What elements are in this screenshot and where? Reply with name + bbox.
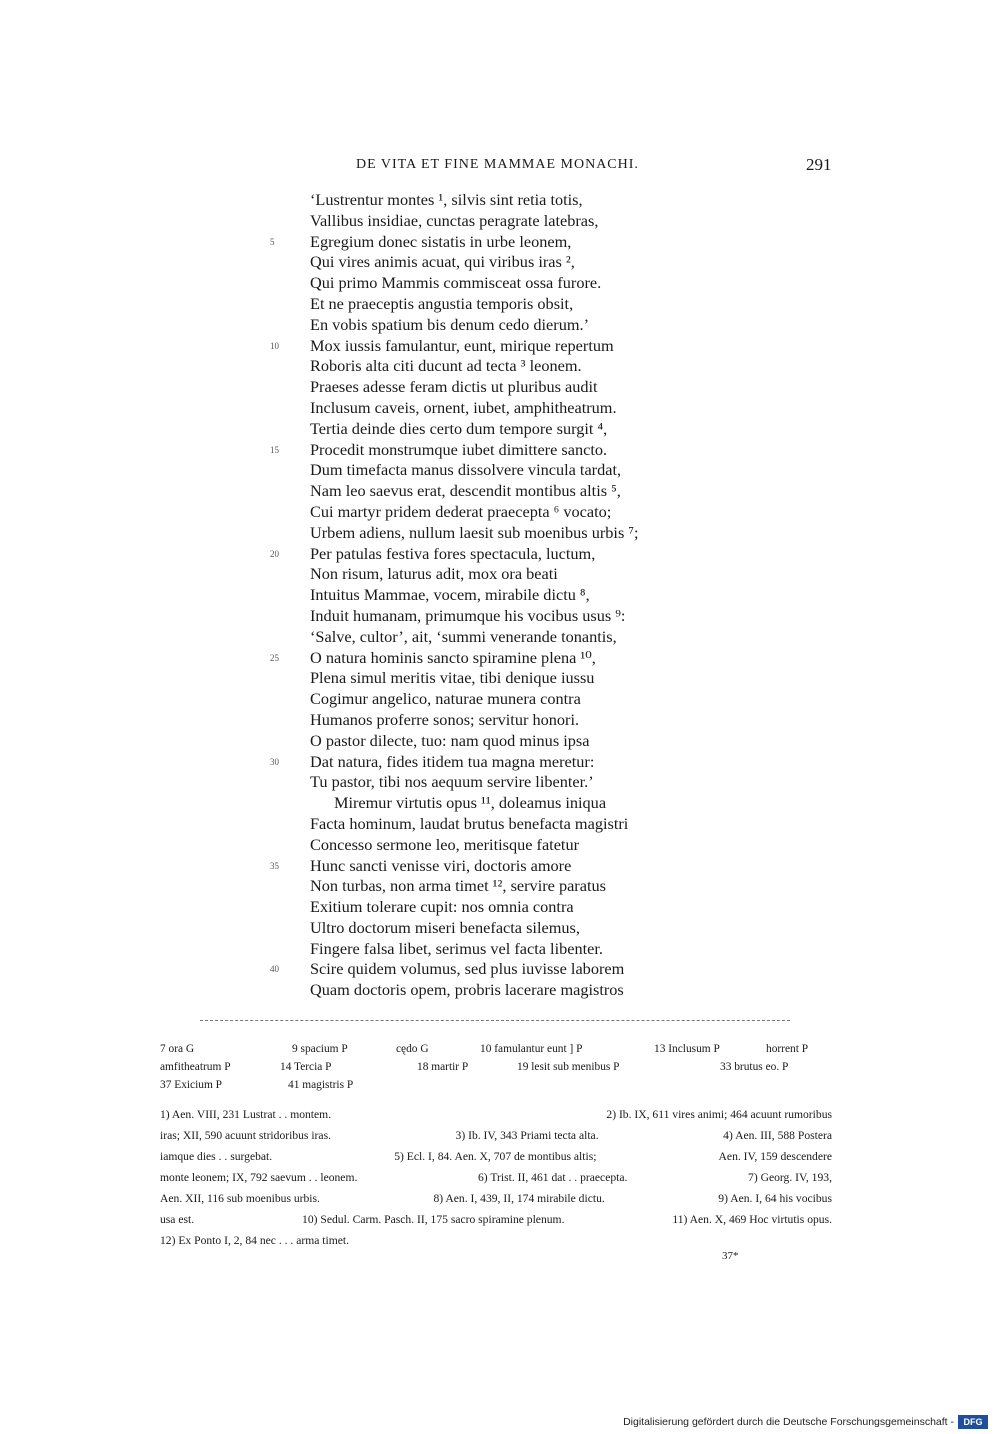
verse-text: Induit humanam, primumque his vocibus usus ⁹: [310, 605, 626, 625]
verse-number: 35 [270, 860, 279, 871]
footnote-line [160, 1230, 832, 1251]
verse-line [270, 336, 730, 357]
verse-line [270, 523, 730, 544]
footnote-segment: 7) Georg. IV, 193, [748, 1171, 832, 1184]
footnotes [160, 1104, 832, 1251]
apparatus-entry: 41 magistris P [288, 1079, 354, 1091]
apparatus-entry: 18 martir P [417, 1061, 469, 1073]
apparatus-entry: 37 Exicium P [160, 1079, 223, 1091]
verse-text: Facta hominum, laudat brutus benefacta magistri [310, 813, 629, 833]
footnote-segment: Aen. IV, 159 descendere [718, 1150, 832, 1163]
footnote-line [160, 1146, 832, 1167]
footer-text: Digitalisierung gefördert durch die Deutsche Forschungsgemeinschaft - [623, 1416, 954, 1428]
footnote-segment: 3) Ib. IV, 343 Priami tecta alta. [455, 1129, 599, 1142]
apparatus-rule [200, 1020, 790, 1021]
verse-line [270, 252, 730, 273]
apparatus-entry: horrent P [766, 1043, 809, 1055]
verse-text: Nam leo saevus erat, descendit montibus altis ⁵, [310, 481, 621, 501]
verse-text: Inclusum caveis, ornent, iubet, amphitheatrum. [310, 397, 617, 417]
verse-line [270, 959, 730, 980]
sheet-number: 37* [722, 1250, 739, 1262]
page-number: 291 [806, 155, 832, 174]
footnote-segment: 4) Aen. III, 588 Postera [723, 1129, 832, 1142]
verse-line [270, 398, 730, 419]
verse-text: Qui primo Mammis commisceat ossa furore. [310, 273, 602, 293]
verse-number: 5 [270, 236, 275, 247]
verse-line [270, 814, 730, 835]
verse-text: Plena simul meritis vitae, tibi denique iussu [310, 668, 595, 688]
apparatus-entry: amfitheatrum P [160, 1061, 231, 1073]
apparatus-entry: 19 lesit sub menibus P [517, 1061, 620, 1073]
footnote-segment: 6) Trist. II, 461 dat . . praecepta. [478, 1171, 628, 1184]
verse-text: Scire quidem volumus, sed plus iuvisse laborem [310, 959, 625, 979]
verse-text: Miremur virtutis opus ¹¹, doleamus iniqua [334, 793, 607, 813]
verse-text: Praeses adesse feram dictis ut pluribus audit [310, 377, 598, 397]
verse-text: Cui martyr pridem dederat praecepta ⁶ vocato; [310, 501, 612, 521]
verse-text: Non risum, laturus adit, mox ora beati [310, 564, 558, 584]
verse-text: Dat natura, fides itidem tua magna meretur: [310, 751, 595, 771]
apparatus-entry: cędo G [396, 1043, 429, 1055]
verse-line [270, 481, 730, 502]
verse-text: Concesso sermone leo, meritisque fatetur [310, 834, 580, 854]
footnote-segment: 9) Aen. I, 64 his vocibus [718, 1192, 832, 1205]
verse-text: Per patulas festiva fores spectacula, luctum, [310, 543, 596, 563]
verse-line [270, 585, 730, 606]
verse-text: O natura hominis sancto spiramine plena ¹⁰, [310, 647, 596, 667]
footnote-segment: usa est. [160, 1213, 195, 1226]
verse-text: Humanos proferre sonos; servitur honori. [310, 709, 580, 729]
footnote-segment: 12) Ex Ponto I, 2, 84 nec . . . arma timet. [160, 1234, 350, 1247]
verse-line [270, 294, 730, 315]
verse-line [270, 772, 730, 793]
verse-text: Tu pastor, tibi nos aequum servire libenter.’ [310, 772, 594, 792]
verse-number: 25 [270, 652, 279, 663]
apparatus-row [160, 1040, 832, 1058]
verse-text: Dum timefacta manus dissolvere vincula tardat, [310, 460, 622, 480]
verse-line [270, 606, 730, 627]
verse-text: Qui vires animis acuat, qui viribus iras ², [310, 252, 575, 272]
verse-line [270, 835, 730, 856]
verse-line [270, 377, 730, 398]
footnote-segment: 1) Aen. VIII, 231 Lustrat . . montem. [160, 1108, 332, 1121]
footnote-segment: 5) Ecl. I, 84. Aen. X, 707 de montibus altis; [394, 1150, 597, 1163]
footnote-line [160, 1209, 832, 1230]
verse-text: Roboris alta citi ducunt ad tecta ³ leonem. [310, 356, 582, 376]
verse-line [270, 710, 730, 731]
verse-line [270, 315, 730, 336]
verse-line [270, 897, 730, 918]
apparatus-entry: 10 famulantur eunt ] P [480, 1043, 583, 1055]
dfg-footer [623, 1414, 988, 1430]
footnote-segment: Aen. XII, 116 sub moenibus urbis. [160, 1192, 320, 1205]
verse-line [270, 627, 730, 648]
verse-line [270, 190, 730, 211]
footnote-segment: 2) Ib. IX, 611 vires animi; 464 acuunt rumoribus [606, 1108, 832, 1121]
apparatus-entry: 7 ora G [160, 1043, 195, 1055]
verse-text: Mox iussis famulantur, eunt, mirique repertum [310, 335, 614, 355]
verse-line [270, 648, 730, 669]
verse-text: Urbem adiens, nullum laesit sub moenibus urbis ⁷; [310, 522, 639, 542]
verse-line [270, 876, 730, 897]
verse-number: 40 [270, 964, 279, 975]
verse-line [270, 939, 730, 960]
verse-text: ‘Lustrentur montes ¹, silvis sint retia totis, [310, 190, 583, 209]
apparatus-entry: 33 brutus eo. P [720, 1061, 789, 1073]
verse-text: En vobis spatium bis denum cedo dierum.’ [310, 314, 589, 334]
footnote-segment: iras; XII, 590 acuunt stridoribus iras. [160, 1129, 331, 1142]
page-title: DE VITA ET FINE MAMMAE MONACHI. [356, 157, 639, 172]
verse-line [270, 689, 730, 710]
verse-line [270, 211, 730, 232]
footnote-segment: 11) Aen. X, 469 Hoc virtutis opus. [672, 1213, 832, 1226]
verse-text: Et ne praeceptis angustia temporis obsit, [310, 293, 574, 313]
verse-text: Cogimur angelico, naturae munera contra [310, 689, 581, 709]
verse-line [270, 856, 730, 877]
verse-line [270, 731, 730, 752]
verse-line [270, 273, 730, 294]
verse-line [270, 419, 730, 440]
verse-text: Quam doctoris opem, probris lacerare magistros [310, 980, 624, 1000]
apparatus-row [160, 1058, 832, 1076]
verse-text: Fingere falsa libet, serimus vel facta libenter. [310, 938, 603, 958]
verse-line [270, 502, 730, 523]
verse-number: 10 [270, 340, 279, 351]
verse-text: Tertia deinde dies certo dum tempore surgit ⁴, [310, 418, 608, 438]
footnote-segment: 8) Aen. I, 439, II, 174 mirabile dictu. [433, 1192, 605, 1205]
verse-line [270, 232, 730, 253]
verse-line [270, 793, 730, 814]
verse-line [270, 460, 730, 481]
footnote-line [160, 1125, 832, 1146]
running-head [0, 154, 1000, 182]
verse-line [270, 918, 730, 939]
dfg-logo-icon: DFG [958, 1415, 988, 1429]
footnote-line [160, 1167, 832, 1188]
verse-text: Exitium tolerare cupit: nos omnia contra [310, 897, 574, 917]
verse-line [270, 980, 730, 1001]
verse-text: Egregium donec sistatis in urbe leonem, [310, 231, 572, 251]
verse-text: ‘Salve, cultor’, ait, ‘summi venerande tonantis, [310, 626, 617, 646]
footnote-segment: 10) Sedul. Carm. Pasch. II, 175 sacro spiramine plenum. [302, 1213, 565, 1226]
poem-text [270, 190, 730, 1001]
verse-line [270, 356, 730, 377]
apparatus-entry: 9 spacium P [292, 1043, 348, 1055]
verse-line [270, 752, 730, 773]
verse-text: Procedit monstrumque iubet dimittere sancto. [310, 439, 608, 459]
verse-text: Intuitus Mammae, vocem, mirabile dictu ⁸, [310, 585, 590, 605]
verse-text: Non turbas, non arma timet ¹², servire paratus [310, 876, 606, 896]
verse-text: Vallibus insidiae, cunctas peragrate latebras, [310, 210, 599, 230]
footnote-line [160, 1104, 832, 1125]
footnote-segment: iamque dies . . surgebat. [160, 1150, 273, 1163]
verse-number: 20 [270, 548, 279, 559]
apparatus-row [160, 1076, 832, 1094]
verse-number: 15 [270, 444, 279, 455]
footnote-segment: monte leonem; IX, 792 saevum . . leonem. [160, 1171, 358, 1184]
critical-apparatus [160, 1040, 832, 1094]
verse-line [270, 440, 730, 461]
verse-text: Ultro doctorum miseri benefacta silemus, [310, 917, 580, 937]
verse-text: Hunc sancti venisse viri, doctoris amore [310, 855, 572, 875]
apparatus-entry: 13 Inclusum P [654, 1043, 720, 1055]
verse-line [270, 564, 730, 585]
verse-line [270, 544, 730, 565]
verse-number: 30 [270, 756, 279, 767]
footnote-line [160, 1188, 832, 1209]
verse-line [270, 668, 730, 689]
verse-text: O pastor dilecte, tuo: nam quod minus ipsa [310, 730, 590, 750]
apparatus-entry: 14 Tercia P [280, 1061, 332, 1073]
